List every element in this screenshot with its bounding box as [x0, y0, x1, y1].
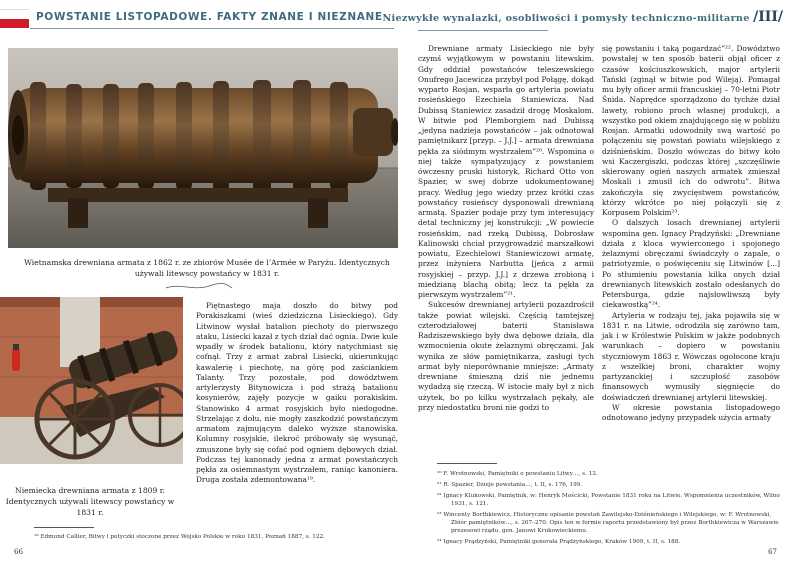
figure-2-caption: Niemiecka drewniana armata z 1809 r. Identycznych używali litewscy powstańcy w 1831 r.	[5, 486, 175, 517]
paragraph: O dalszych losach drewnianej artylerii wspomina gen. Ignacy Prądzyński: „Drewniane działa z kloca wywierconego i spojonego żelaznymi obręczami świadczyły o zapale, o patriotyzmie, o poświęceniu się Litwinów [...] Po stłumieniu powstania kilka onych dział drewnianych litewskich zostało odesłanych do Petersburga, gdzie najsłowliwszą były ciekawostką”²⁴.	[602, 218, 780, 310]
footnote: ²² Ignacy Klukowski, Pamiętnik, w: Henryk Mościcki, Powstanie 1831 roku na Litwie. Wspomnienia uczestników, Wilno 1931, s. 121.	[437, 493, 780, 507]
footnote-left: ¹⁹ Edmund Callier, Bitwy i potyczki stoczone przez Wojsko Polskie w roku 1831, Poznań 1887, s. 122.	[34, 534, 325, 540]
running-head-left: POWSTANIE LISTOPADOWE. FAKTY ZNANE I NIEZNANE	[36, 11, 383, 23]
ornament-swirl-icon	[164, 282, 234, 292]
page-number-left: 66	[14, 548, 23, 556]
footnote: ²¹ R. Spazier, Dzieje powstania…, t. II, s. 176, 199.	[437, 482, 583, 488]
header-rule-left	[30, 28, 394, 29]
right-page-column-2	[602, 44, 780, 423]
paragraph: się powstaniu i taką pogardzać”²². Dowództwo powstałej w ten sposób baterii objął oficer z czasów kościuszkowskich, major artylerii Tański (zginął w bitwie pod Wileją). Pomagał mu były oficer armii francuskiej – 70-letni Piotr Śnida. Naprędce sporządzono do tychże dział lawety, robiono proch własnej produkcji, a wszystko pod okiem znajdującego się w pobliżu Rosjan. Armatki udowodniły swą wartość po połączeniu się powstań powiatu wilejskiego z dziśnieńskim. Doszło wówczas do bitwy koło wsi Kaczergiszki, podczas której „szczęśliwie skierowany ogień naszych armatek zmieszał Moskali i zmusił ich do odwrotu”. Bitwa zakończyła się zwycięstwem powstańców, którzy wkrótce po niej połączyli się z Korpusem Polskim²³.	[602, 44, 780, 217]
photo-german-wooden-cannon	[0, 297, 183, 464]
footnote: ²⁴ Ignacy Prądzyński, Pamiętniki generała Prądzyńskiego, Kraków 1909, t. II, s. 188.	[437, 539, 681, 545]
footnote: ²⁰ F. Wrotnowski, Pamiętniki o powstaniu Litwy…, s. 12.	[437, 471, 598, 477]
paragraph: Sukcesów drewnianej artylerii pozazdrościł także powiat wilejski. Częścią tamtejszej czterodziałowej baterii Stanisława Radziszewskiego były dwa dębowe działa, dla wzmocnienia okute żelaznymi obręczami. Jak wynika ze słów pamiętnikarza, zasługi tych armat były nieporównanie mniejsze: „Armaty drewniane śmieszną dziś nie jednemu wydadzą się rzeczą. W istocie mały był z nich użytek, bo po kilku wystrzałach pękały, ale przy niedostatku broni nie godzi to	[418, 300, 594, 412]
footnote-rule-right	[437, 463, 497, 464]
footnote-rule-left	[34, 527, 94, 528]
footnotes-right	[437, 470, 782, 549]
paragraph: Drewniane armaty Lisieckiego nie były czymś wyjątkowym w powstaniu litewskim. Gdy oddział powstańców teleszewskiego Onufrego Jacewicza przybył pod Połągę, dokąd wyparto Rosjan, wsparła go artyleria powiatu rosieńskiego Ezechiela Staniewicza. Nad Dubissą Staniewicz zasadził drogę Moskalom. W bitwie pod Plemborgiem nad Dubissą „jedyna nadzieja powstańców – jak odnotował pamiętnikarz [przyp. – J.J.] – armata drewniana pękła za siódmym wystrzałem”²⁰. Wspomina o niej także sympatyzujący z powstaniem ówczesny pruski historyk, Richard Otto von Spazier, w swej dobrze udokumentowanej pracy. Według jego wiedzy przez krótki czas powstańcy rosieńscy dysponowali drewnianą armatą. Spazier podaje przy tym interesujący detal techniczny jej konstrukcji: „W powiecie rosieńskim, nad rzeką Dubissą, Dobrosław Kalinowski chciał przygrowadzić marszałkowi powiatu, Ezechielowi Staniewiczowi armatę, przez inżyniera Narbutta [jeńca z armii rosyjskiej – przyp. J.J.] z drzewa zrobioną i miedzianą blachą obitą; lecz ta pękła za pierwszym wystrzałem”²¹.	[418, 44, 594, 299]
running-head-right	[382, 9, 783, 25]
right-page-column-1	[418, 44, 594, 413]
left-page-column	[196, 301, 398, 486]
section-number: /III/	[753, 9, 783, 25]
paragraph: Piętnastego maja doszło do bitwy pod Porakiszkami (wieś dziedziczna Lisieckiego). Gdy Litwinow wysłał batalion piechoty do pierwszego ataku, Lisiecki kazał z tych dział dać ognia. Dwie kule wpadły w środek batalionu, który natychmiast się cofnął. Trzy z armat zabrał Lisiecki, ukierunkując kawalerię i piechotę, na górę pod zaściankiem Talanty. Trzy pozostałe, pod dowództwem artylerzysty Bitynowicza i pod strażą batalionu kosynierów, zajęły pozycje w gaiku porakiskim. Stanowisko 4 armat rosyjskich było niedogodne. Strzelając z dołu, nie mogły zaszkodzić powstańczym armatom zajmującym daleko wyższe stanowiska. Kolumny rosyjskie, ilekroć próbowały się wysunąć, zmuszone były się cofać pod ogniem dębowych dział. Podczas tej kanonady jedna z armat powstańczych pękła za osiemnastym wystrzałem, raniąc kanoniera. Druga została zdemontowana¹⁹.	[196, 301, 398, 485]
photo-vietnamese-wooden-cannon	[8, 48, 398, 248]
footnote: ²³ Wincenty Borthkiewicz, Historyczne opisanie powstań Zawilejsko-Dziśnieńskiego i Wilejskiego, w: F. Wrotnowski, Zbiór pamiętników…, s. 267–270. Opis ten w formie raportu przedstawiony był przez Borthkiewicza w Warszawie prezesowi rządu, gen. Janowi Krukowieckiemu.	[437, 512, 779, 534]
page-number-right: 67	[768, 548, 777, 556]
polish-flag-icon	[0, 9, 29, 27]
running-head-right-title: Niezwykłe wynalazki, osobliwości i pomysły techniczno-militarne	[382, 13, 750, 24]
figure-1-caption: Wietnamska drewniana armata z 1862 r. ze zbiorów Musée de l’Armée w Paryżu. Identycznych używali litewscy powstańcy w 1831 r.	[24, 258, 390, 278]
paragraph: Artyleria w rodzaju tej, jaka pojawiła się w 1831 r. na Litwie, odrodziła się zarówno tam, jak i w Królestwie Polskim w jakże podobnych warunkach – dopiero w powstaniu styczniowym 1863 r. Wówczas ogołocone kraju z wszelkiej broni, charakter wojny partyzanckiej i szczupłość zasobów finansowych wymusiły sięgnięcie do doświadczeń drewnianej artylerii litewskiej.	[602, 310, 780, 402]
paragraph: W okresie powstania listopadowego odnotowano jedyny przypadek użycia armaty	[602, 402, 780, 422]
header-rule-right	[418, 30, 548, 31]
